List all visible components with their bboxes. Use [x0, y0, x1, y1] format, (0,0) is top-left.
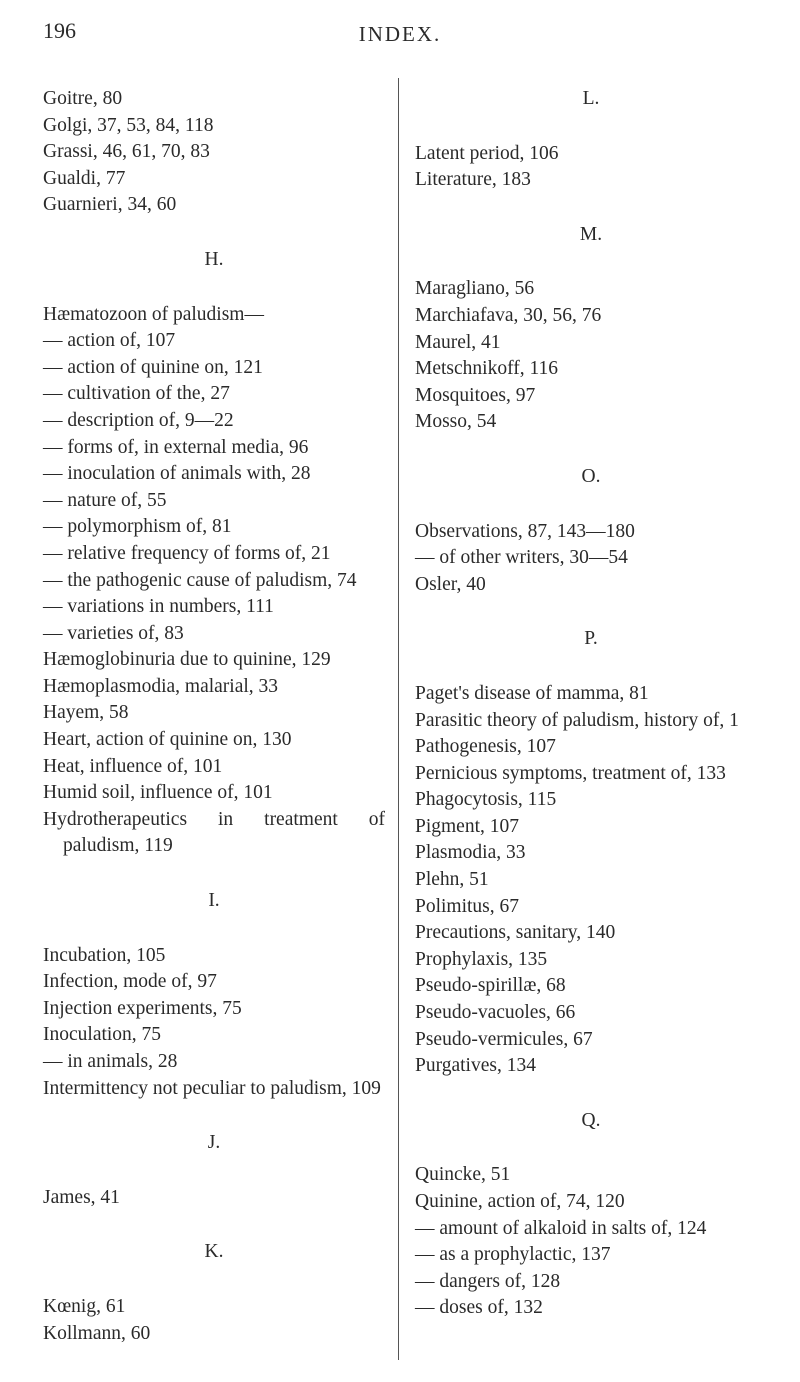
index-entry: Golgi, 37, 53, 84, 118	[43, 114, 214, 136]
index-subentry: — relative frequency of forms of, 21	[43, 542, 331, 564]
index-subentry: — variations in numbers, 111	[43, 596, 274, 618]
index-group-i	[43, 943, 385, 1103]
section-letter-h: H.	[204, 248, 224, 270]
index-entry: Mosquitoes, 97	[415, 384, 536, 406]
index-subentry: — amount of alkaloid in salts of, 124	[415, 1217, 707, 1239]
index-entry: Gualdi, 77	[43, 167, 126, 189]
index-subentry: — doses of, 132	[415, 1297, 543, 1319]
section-letter-q: Q.	[581, 1109, 601, 1131]
section-letter-j: J.	[207, 1132, 221, 1154]
index-group-q	[415, 1162, 767, 1322]
index-subentry: — the pathogenic cause of paludism, 74	[43, 569, 357, 591]
index-entry: Pernicious symptoms, treatment of, 133	[415, 762, 726, 784]
section-letter-m: M.	[579, 223, 603, 245]
index-entry: Mosso, 54	[415, 411, 497, 433]
index-entry: Plehn, 51	[415, 869, 489, 891]
index-subentry: — polymorphism of, 81	[43, 516, 232, 538]
index-entry: Heart, action of quinine on, 130	[43, 729, 292, 751]
index-subentry: — dangers of, 128	[415, 1270, 561, 1292]
index-entry: Pathogenesis, 107	[415, 736, 556, 758]
index-entry: Maragliano, 56	[415, 278, 535, 300]
index-entry: Hæmoplasmodia, malarial, 33	[43, 675, 279, 697]
index-entry: Hæmoglobinuria due to quinine, 129	[43, 649, 331, 671]
index-entry: Precautions, sanitary, 140	[415, 922, 616, 944]
index-group-j	[43, 1185, 385, 1212]
index-entry: James, 41	[43, 1186, 120, 1208]
index-entry: Quincke, 51	[415, 1164, 511, 1186]
index-entry: Hæmatozoon of paludism—	[43, 303, 264, 325]
index-group-o	[415, 519, 767, 599]
index-group-m	[415, 276, 767, 436]
index-subentry: — as a prophylactic, 137	[415, 1244, 611, 1266]
index-entry: Pseudo-vacuoles, 66	[415, 1002, 576, 1024]
index-entry: Metschnikoff, 116	[415, 358, 558, 380]
index-subentry: — description of, 9—22	[43, 409, 234, 431]
index-subentry: — cultivation of the, 27	[43, 383, 230, 405]
index-subentry: — varieties of, 83	[43, 622, 184, 644]
left-column	[43, 86, 385, 1347]
section-letter-p: P.	[584, 628, 598, 650]
index-entry: Pigment, 107	[415, 815, 520, 837]
index-entry: Osler, 40	[415, 573, 486, 595]
index-group-h	[43, 302, 385, 860]
section-letter-i: I.	[208, 890, 220, 912]
index-subentry: — of other writers, 30—54	[415, 547, 628, 569]
index-entry: Quinine, action of, 74, 120	[415, 1191, 625, 1212]
index-entry: Pseudo-spirillæ, 68	[415, 975, 566, 997]
index-entry: Parasitic theory of paludism, history of, 1	[415, 709, 739, 731]
index-subentry: — in animals, 28	[43, 1051, 178, 1072]
section-letter-k: K.	[204, 1241, 224, 1263]
index-entry: Maurel, 41	[415, 331, 501, 353]
index-entry: Polimitus, 67	[415, 895, 520, 917]
page-number: 196	[43, 18, 76, 43]
index-entry: Plasmodia, 33	[415, 842, 526, 864]
index-entry: Pseudo-vermicules, 67	[415, 1028, 593, 1050]
index-entry: Purgatives, 134	[415, 1055, 536, 1077]
index-entry: Prophylaxis, 135	[415, 948, 548, 970]
index-entry: Observations, 87, 143—180	[415, 520, 635, 542]
index-group-l	[415, 141, 767, 194]
index-group-g	[43, 86, 385, 219]
index-entry: Infection, mode of, 97	[43, 971, 217, 993]
index-entry: Literature, 183	[415, 169, 531, 191]
column-divider	[398, 78, 399, 1360]
index-entry: Incubation, 105	[43, 944, 166, 966]
section-letter-l: L.	[582, 88, 600, 109]
index-group-k	[43, 1294, 385, 1347]
index-entry: Kœnig, 61	[43, 1295, 126, 1317]
index-entry: Marchiafava, 30, 56, 76	[415, 304, 602, 326]
index-entry: Humid soil, influence of, 101	[43, 782, 273, 804]
index-group-p	[415, 681, 767, 1080]
index-subentry: — nature of, 55	[43, 489, 167, 511]
index-entry: Grassi, 46, 61, 70, 83	[43, 141, 210, 163]
index-entry: Paget's disease of mamma, 81	[415, 682, 649, 704]
index-entry: Hydrotherapeutics in treatment of paludism, 119	[43, 808, 385, 857]
index-entry: Phagocytosis, 115	[415, 789, 557, 811]
section-letter-o: O.	[581, 465, 601, 487]
index-entry: Intermittency not peculiar to paludism, 109	[43, 1077, 381, 1099]
index-entry: Latent period, 106	[415, 142, 559, 164]
index-entry: Goitre, 80	[43, 88, 123, 109]
index-entry: Injection experiments, 75	[43, 997, 242, 1019]
index-subentry: — forms of, in external media, 96	[43, 436, 309, 458]
index-entry: Heat, influence of, 101	[43, 755, 223, 777]
index-entry: Hayem, 58	[43, 702, 129, 724]
right-column	[415, 86, 767, 1322]
index-entry: Kollmann, 60	[43, 1322, 151, 1344]
index-subentry: — action of, 107	[43, 330, 176, 352]
running-head: INDEX.	[358, 22, 442, 46]
index-subentry: — inoculation of animals with, 28	[43, 463, 311, 485]
index-entry: Inoculation, 75	[43, 1024, 162, 1046]
index-subentry: — action of quinine on, 121	[43, 356, 263, 378]
index-entry: Guarnieri, 34, 60	[43, 194, 177, 216]
